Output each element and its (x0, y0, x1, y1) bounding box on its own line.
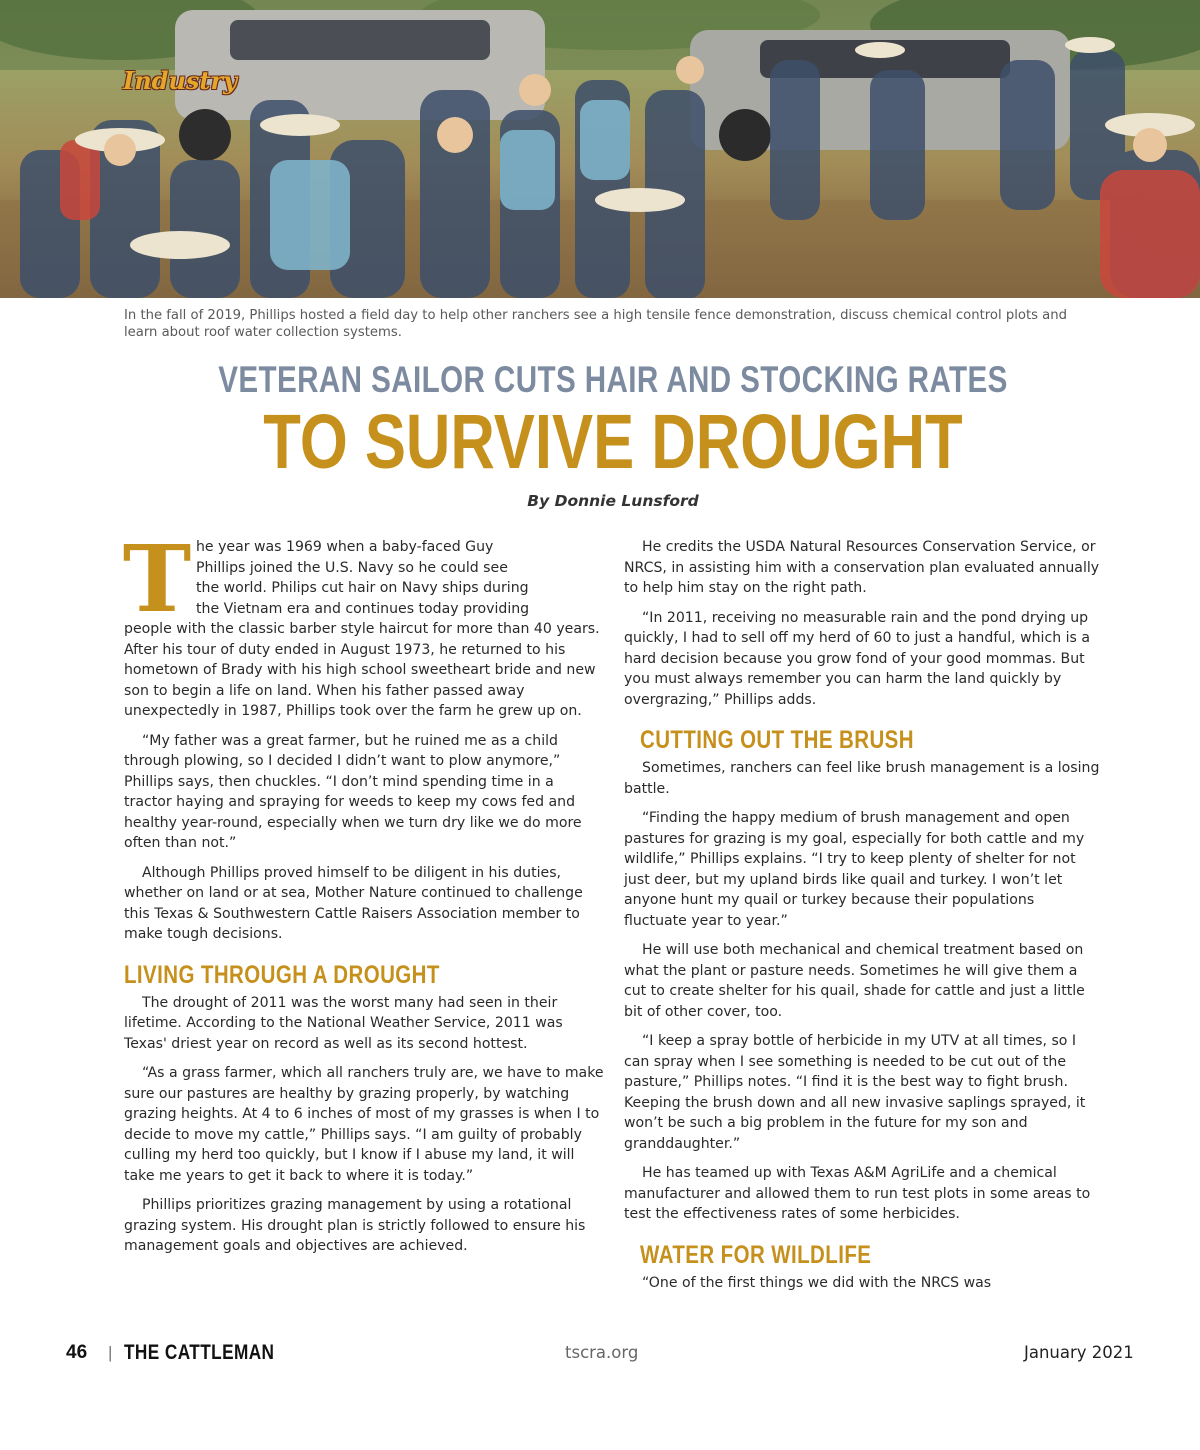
paragraph-8: “In 2011, receiving no measurable rain and the pond drying up quickly, I had to sell off my herd of 60 to just a handful, which is a hard decision because you grow fond of your good mommas. But you must always remember you can harm the land quickly by overgrazing,” Phillips adds. (624, 609, 1090, 708)
paragraph-2: “My father was a great farmer, but he ruined me as a child through plowing, so I decided I didn’t want to plow anymore,” Phillips says, then chuckles. “I don’t mind spending time in a tractor haying and spraying for weeds to keep my cows fed and healthy year-round, especially when we turn dry like we do more often than not.” (124, 732, 582, 851)
article-column-right (624, 537, 1100, 1302)
paragraph-3: Although Phillips proved himself to be diligent in his duties, whether on land or at sea, Mother Nature continued to challenge this Texas & Southwestern Cattle Raisers Association member to make tough decisions. (124, 864, 583, 942)
photo-caption: In the fall of 2019, Phillips hosted a field day to help other ranchers see a high tensile fence demonstration, discuss chemical control plots and learn about roof water collection systems. (124, 308, 1067, 340)
headline-kicker: VETERAN SAILOR CUTS HAIR AND STOCKING RATES (218, 359, 1008, 400)
subhead-water: WATER FOR WILDLIFE (640, 1240, 872, 1269)
footer-separator: | (108, 1343, 113, 1362)
field-day-crowd-illustration (0, 0, 1200, 298)
paragraph-6: Phillips prioritizes grazing management by using a rotational grazing system. His drought plan is strictly followed to ensure his management goals and objectives are achieved. (124, 1197, 586, 1254)
page-number: 46 (66, 1342, 88, 1363)
headline-title: TO SURVIVE DROUGHT (263, 399, 963, 485)
paragraph-7: He credits the USDA Natural Resources Conservation Service, or NRCS, in assisting him with a conservation plan evaluated annually to help him stay on the right path. (624, 539, 1100, 596)
subhead-drought: LIVING THROUGH A DROUGHT (124, 960, 440, 989)
paragraph-4: The drought of 2011 was the worst many had seen in their lifetime. According to the National Weather Service, 2011 was Texas' driest year on record as well as its second hottest. (124, 994, 563, 1052)
paragraph-1: he year was 1969 when a baby-faced Guy Phillips joined the U.S. Navy so he could see the world. Philips cut hair on Navy ships during the Vietnam era and continues today providing people with the classic barber style haircut for more than 40 years. After his tour of duty ended in August 1973, he returned to his hometown of Brady with his high school sweetheart bride and new son to begin a life on land. When his father passed away unexpectedly in 1987, Phillips took over the farm he grew up on. (124, 539, 600, 719)
paragraph-5: “As a grass farmer, which all ranchers truly are, we have to make sure our pastures are healthy by grazing properly, by watching grazing heights. At 4 to 6 inches of most of my grasses is when I to decide to move my cattle,” Phillips says. “I am guilty of probably culling my herd too quickly, but I know if I abuse my land, it will take me years to get it back to where it is today.” (124, 1065, 604, 1184)
paragraph-13: He has teamed up with Texas A&M AgriLife and a chemical manufacturer and allowed them to run test plots in some areas to test the effectiveness rates of some herbicides. (624, 1165, 1091, 1222)
paragraph-11: He will use both mechanical and chemical treatment based on what the plant or pasture needs. Sometimes he will give them a cut to create shelter for his quail, shade for cattle and just a little bit of other cover, too. (624, 942, 1085, 1020)
magazine-name: THE CATTLEMAN (124, 1341, 275, 1364)
website-link[interactable]: tscra.org (565, 1343, 639, 1362)
paragraph-12: “I keep a spray bottle of herbicide in my UTV at all times, so I can spray when I see something is needed to be cut out of the pasture,” Phillips notes. “I find it is the best way to fight brush. Keeping the brush down and all new invasive saplings sprayed, it won’t be such a big problem in the future for my son and granddaughter.” (624, 1033, 1086, 1152)
hero-photo (0, 0, 1200, 298)
section-tag: Industry (123, 66, 238, 95)
headline-block (0, 358, 1200, 485)
paragraph-14: “One of the first things we did with the NRCS was (642, 1274, 992, 1291)
paragraph-10: “Finding the happy medium of brush management and open pastures for grazing is my goal, especially for both cattle and my wildlife,” Phillips explains. “I try to keep plenty of shelter for not just deer, but my upland birds like quail and turkey. I won’t let anyone hunt my quail or turkey because their populations fluctuate year to year.” (624, 810, 1085, 929)
issue-date: January 2021 (1024, 1343, 1134, 1362)
article-column-left (122, 525, 604, 1266)
drop-cap: T (122, 525, 192, 633)
page-footer (0, 1340, 1200, 1366)
byline: By Donnie Lunsford (527, 492, 699, 510)
paragraph-9: Sometimes, ranchers can feel like brush management is a losing battle. (624, 760, 1100, 797)
subhead-brush: CUTTING OUT THE BRUSH (640, 726, 914, 754)
